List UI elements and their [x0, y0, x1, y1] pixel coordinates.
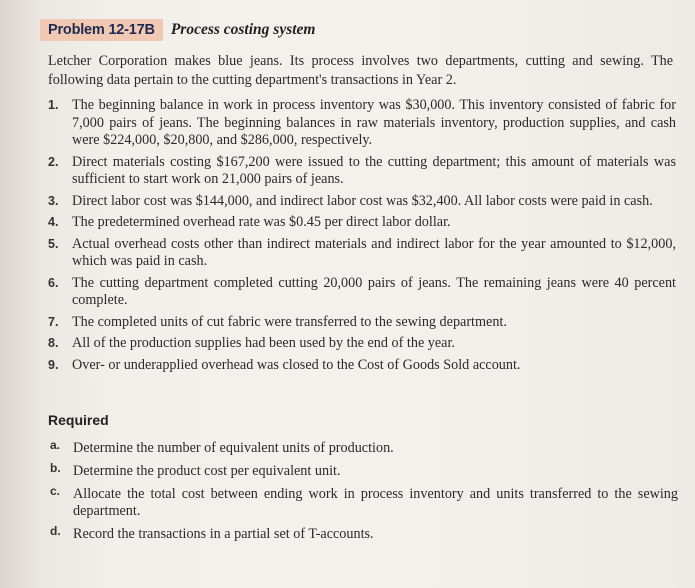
item-text: Allocate the total cost between ending work in process inventory and units transferred to the sewing department. [73, 486, 678, 519]
item-number: 3. [48, 193, 59, 208]
problem-heading [40, 17, 315, 43]
item-text: Direct labor cost was $144,000, and indirect labor cost was $32,400. All labor costs were paid in cash. [72, 192, 653, 209]
item-text: Determine the number of equivalent units of production. [73, 440, 394, 456]
item-number: 8. [48, 336, 59, 350]
list-item [48, 526, 678, 543]
problem-title: Process costing system [170, 21, 316, 38]
list-item [48, 314, 676, 332]
item-text: The beginning balance in work in process inventory was $30,000. This inventory consisted of fabric for 7,000 pairs of jeans. The beginning balances in raw materials inventory, production supplies, and cash were $224,000, $20,800, and $286,000, respectively. [72, 97, 676, 148]
item-number: 4. [48, 215, 59, 229]
list-item [48, 463, 678, 480]
item-text: All of the production supplies had been used by the end of the year. [72, 335, 455, 351]
problem-label: Problem 12-17B [40, 19, 163, 41]
item-text: Record the transactions in a partial set of T-accounts. [73, 526, 374, 542]
list-item [48, 335, 676, 353]
item-number: 9. [48, 357, 59, 372]
item-text: Over- or underapplied overhead was closed to the Cost of Goods Sold account. [72, 356, 521, 373]
list-item [48, 486, 678, 520]
list-item [48, 193, 676, 211]
list-item [48, 214, 676, 232]
item-letter: c. [50, 484, 61, 498]
item-number: 2. [48, 154, 59, 169]
list-item [48, 275, 676, 310]
item-number: 5. [48, 236, 59, 251]
list-item [48, 236, 676, 271]
intro-paragraph: Letcher Corporation makes blue jeans. Its process involves two departments, cutting and sewing. The following data pertain to the cutting department's transactions in Year 2. [48, 53, 673, 88]
item-letter: b. [50, 461, 61, 475]
item-number: 1. [48, 98, 59, 112]
required-heading: Required [48, 412, 109, 428]
item-text: The completed units of cut fabric were transferred to the sewing department. [72, 313, 507, 330]
item-letter: d. [50, 524, 61, 538]
item-letter: a. [50, 438, 61, 452]
list-item [48, 97, 676, 150]
list-item [48, 440, 678, 457]
item-text: Determine the product cost per equivalent unit. [73, 463, 341, 479]
list-item [48, 154, 676, 189]
list-item [48, 357, 676, 375]
required-list [48, 440, 678, 549]
item-text: Actual overhead costs other than indirect materials and indirect labor for the year amounted to $12,000, which was paid in cash. [72, 235, 676, 269]
transaction-list [48, 97, 676, 378]
item-text: Direct materials costing $167,200 were issued to the cutting department; this amount of materials was sufficient to start work on 21,000 pairs of jeans. [72, 153, 676, 187]
item-text: The predetermined overhead rate was $0.45 per direct labor dollar. [72, 214, 451, 230]
item-number: 6. [48, 275, 59, 290]
item-number: 7. [48, 314, 59, 329]
item-text: The cutting department completed cutting 20,000 pairs of jeans. The remaining jeans were 40 percent complete. [72, 274, 676, 308]
